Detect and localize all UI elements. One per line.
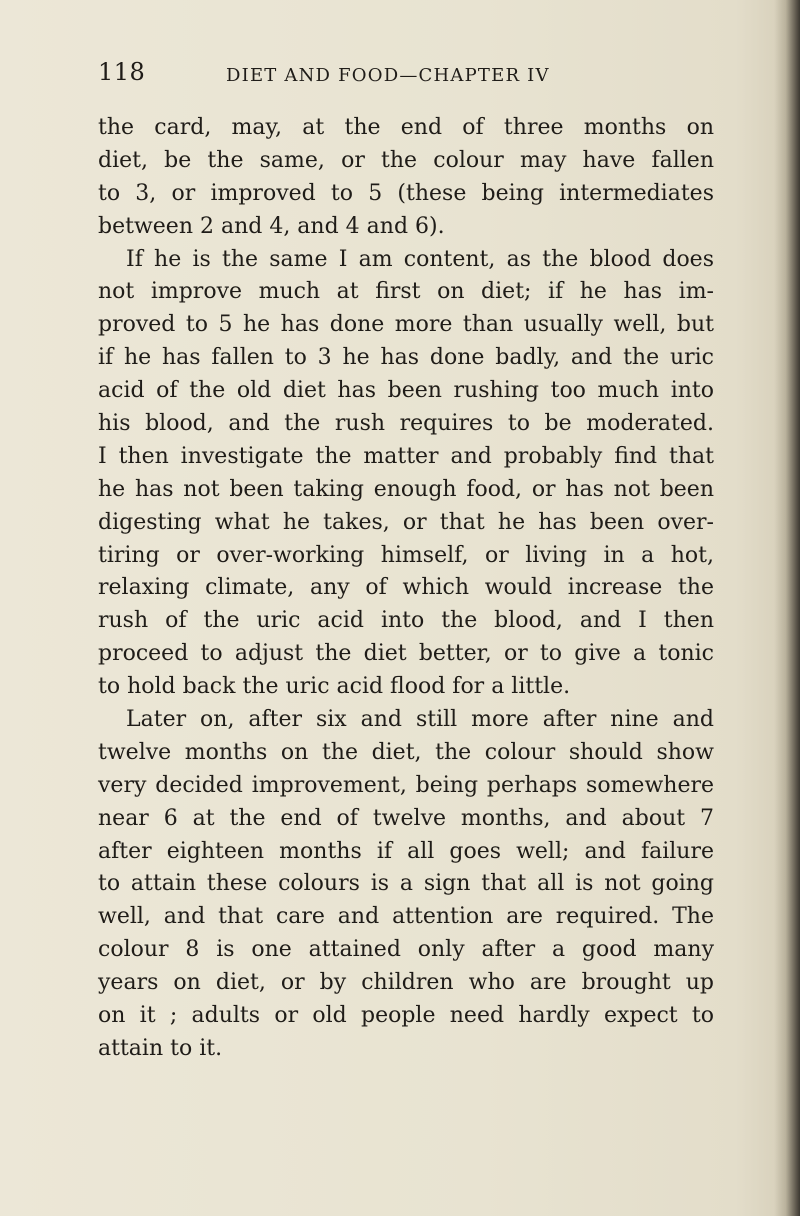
text-line: twelve months on the diet, the colour should show — [98, 739, 714, 765]
text-line: diet, be the same, or the colour may have fallen — [98, 147, 714, 173]
chapter-heading: DIET AND FOOD—CHAPTER IV — [226, 65, 550, 86]
text-line: tiring or over-working himself, or living in a hot, — [98, 542, 714, 568]
text-line: colour 8 is one attained only after a good many — [98, 937, 714, 963]
text-line: his blood, and the rush requires to be moderated. — [98, 411, 714, 437]
text-line: Later on, after six and still more after nine and — [126, 707, 714, 733]
text-line: to attain these colours is a sign that all is not going — [98, 871, 714, 897]
text-line: if he has fallen to 3 he has done badly, and the uric — [98, 345, 714, 371]
body-text — [98, 112, 714, 1066]
text-line: near 6 at the end of twelve months, and about 7 — [98, 805, 714, 831]
text-line: between 2 and 4, and 4 and 6). — [98, 213, 445, 239]
text-line: after eighteen months if all goes well; and failure — [98, 838, 714, 864]
text-line: rush of the uric acid into the blood, and I then — [98, 608, 714, 634]
running-head — [98, 58, 578, 98]
text-line: to 3, or improved to 5 (these being intermediates — [98, 180, 714, 206]
text-line: acid of the old diet has been rushing too much into — [98, 378, 714, 404]
text-line: not improve much at first on diet; if he has im- — [98, 279, 714, 305]
text-line: digesting what he takes, or that he has been over- — [98, 509, 714, 535]
text-line: relaxing climate, any of which would increase the — [98, 575, 714, 601]
text-line: well, and that care and attention are required. The — [98, 904, 714, 930]
text-line: If he is the same I am content, as the blood does — [126, 246, 714, 272]
text-line: he has not been taking enough food, or has not been — [98, 476, 714, 502]
text-line: attain to it. — [98, 1035, 223, 1061]
text-line: on it ; adults or old people need hardly expect to — [98, 1003, 714, 1029]
text-line: proved to 5 he has done more than usually well, but — [98, 312, 714, 338]
text-line: the card, may, at the end of three months on — [98, 115, 714, 140]
text-line: I then investigate the matter and probably find that — [98, 443, 714, 469]
text-line: years on diet, or by children who are brought up — [98, 970, 714, 996]
text-line: proceed to adjust the diet better, or to give a tonic — [98, 641, 714, 667]
text-line: to hold back the uric acid flood for a little. — [98, 674, 571, 700]
page-number: 118 — [98, 58, 146, 86]
text-line: very decided improvement, being perhaps somewhere — [98, 772, 714, 798]
page-edge-shadow — [774, 0, 800, 1216]
